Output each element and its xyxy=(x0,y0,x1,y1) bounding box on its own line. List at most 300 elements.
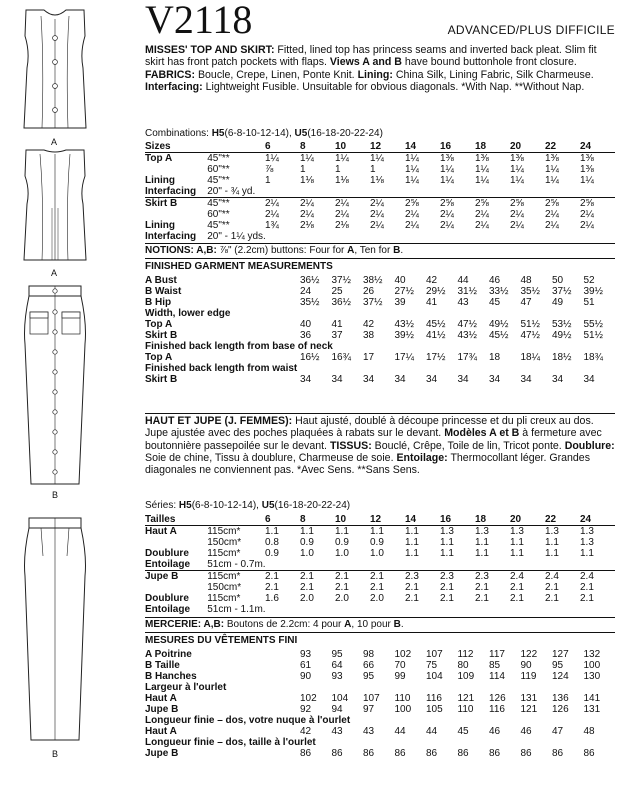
fabric-width: 51cm - 0.7m. xyxy=(207,559,266,570)
table-cell: 49½ xyxy=(552,330,572,341)
table-cell: 45 xyxy=(489,297,501,308)
desc-bold: HAUT ET JUPE (J. FEMMES): xyxy=(145,415,293,427)
table-cell: 1.1 xyxy=(509,548,524,559)
desc-bold: FABRICS: xyxy=(145,68,196,81)
table-cell: 2⅛ xyxy=(334,220,349,231)
table-cell: 34 xyxy=(426,374,438,385)
table-row xyxy=(145,341,615,352)
table-cell: 46 xyxy=(489,726,501,737)
table-cell: 18½ xyxy=(552,352,572,363)
table-cell: 95 xyxy=(552,660,564,671)
table-row xyxy=(145,693,615,704)
table-cell: 1.1 xyxy=(404,548,419,559)
table-cell: 124 xyxy=(552,671,569,682)
table-row xyxy=(145,704,615,715)
table-cell: 1⅜ xyxy=(440,153,475,165)
finished-title: FINISHED GARMENT MEASUREMENTS xyxy=(145,261,333,272)
table-cell: 100 xyxy=(394,704,412,715)
row-label: Interfacing xyxy=(145,186,197,197)
row-label: Skirt B xyxy=(145,330,178,341)
row-label: B Hip xyxy=(145,297,172,308)
table-cell: 48 xyxy=(520,275,532,286)
table-cell: 2.1 xyxy=(439,593,454,604)
divider xyxy=(145,632,615,633)
row-label: Largeur à l'ourlet xyxy=(145,682,227,693)
table-cell: 24 xyxy=(300,286,312,297)
table-cell: 2.1 xyxy=(439,582,454,593)
notions-text-3: . xyxy=(400,245,404,256)
fabric-width: 115cm* xyxy=(207,593,241,604)
row-label: Jupe B xyxy=(145,748,179,759)
table-cell: 1.6 xyxy=(264,593,279,604)
table-cell: 20 xyxy=(509,514,522,525)
table-cell: 6 xyxy=(264,514,271,525)
table-cell: 45½ xyxy=(489,330,509,341)
french-finished-title xyxy=(145,635,297,646)
english-finished-table xyxy=(145,275,615,385)
table-cell: 2⅛ xyxy=(299,220,314,231)
table-cell: 2¼ xyxy=(334,209,349,220)
english-yardage-table xyxy=(145,141,615,242)
table-cell: 12 xyxy=(369,141,382,152)
table-cell: 93 xyxy=(331,671,343,682)
table-cell: 1¼ xyxy=(439,175,454,186)
table-cell: 1¼ xyxy=(509,164,524,175)
desc-text: à fermeture avec boutonnière passepoilée sur le devant. xyxy=(145,427,602,452)
table-cell: 47½ xyxy=(520,330,540,341)
fabric-width: 20" - ¾ yd. xyxy=(207,186,256,197)
table-cell: 110 xyxy=(457,704,474,715)
table-cell: 2.1 xyxy=(335,571,370,583)
table-cell: 8 xyxy=(299,514,306,525)
table-cell: 0.9 xyxy=(299,537,314,548)
table-cell: 131 xyxy=(583,704,601,715)
series-h5-sizes: (6-8-10-12-14), xyxy=(191,500,262,511)
table-cell: 109 xyxy=(457,671,475,682)
table-cell: 18 xyxy=(489,352,501,363)
table-cell: 121 xyxy=(520,704,538,715)
table-cell: 47 xyxy=(520,297,532,308)
fabric-width: 115cm* xyxy=(207,571,265,583)
table-cell: 16¾ xyxy=(331,352,351,363)
table-cell: 1⅛ xyxy=(299,175,314,186)
desc-bold: Views A and B xyxy=(329,56,402,69)
table-cell: 22 xyxy=(544,514,557,525)
row-label: Skirt B xyxy=(145,198,207,210)
table-cell: 1.3 xyxy=(579,537,594,548)
fabric-width: 60"** xyxy=(207,209,230,220)
table-row xyxy=(145,209,615,220)
difficulty-level: ADVANCED/PLUS DIFFICILE xyxy=(447,23,615,37)
table-row xyxy=(145,671,615,682)
fabric-width: 150cm* xyxy=(207,582,242,593)
fabric-width: 51cm - 1.1m. xyxy=(207,604,266,615)
row-label xyxy=(145,582,207,593)
desc-text: Fitted, lined top has princess seams and inverted back pleat. Slim fit skirt has front patch pockets with flaps. xyxy=(145,44,597,69)
table-cell: 1.3 xyxy=(545,526,580,538)
desc-text: Bouclé, Crêpe, Toile de lin, Tricot ponte. xyxy=(371,439,565,452)
table-cell: 1.1 xyxy=(439,537,454,548)
table-cell: 43 xyxy=(331,726,343,737)
table-cell: 2¼ xyxy=(404,209,419,220)
skirt-b-back-sketch xyxy=(17,516,93,744)
table-cell: 42 xyxy=(426,275,438,286)
table-cell: 130 xyxy=(583,671,601,682)
table-row xyxy=(145,308,615,319)
row-label: Lining xyxy=(145,220,175,231)
table-cell: 0.9 xyxy=(369,537,384,548)
table-cell: 44 xyxy=(394,726,406,737)
english-notions xyxy=(145,245,403,256)
table-row xyxy=(145,604,615,615)
table-cell: 17¾ xyxy=(457,352,477,363)
table-cell: 2⅝ xyxy=(475,198,510,210)
table-cell: 0.9 xyxy=(264,548,279,559)
table-cell: 127 xyxy=(552,649,569,660)
table-cell: 1 xyxy=(264,175,271,186)
combinations-line xyxy=(145,128,383,139)
table-cell: 22 xyxy=(544,141,557,152)
table-cell: 14 xyxy=(404,141,417,152)
row-label: Haut A xyxy=(145,693,177,704)
table-cell: 2.4 xyxy=(510,571,545,583)
table-cell: 1⅛ xyxy=(334,175,349,186)
table-cell: 2.1 xyxy=(404,582,419,593)
table-cell: 10 xyxy=(334,141,347,152)
table-cell: 2¼ xyxy=(544,209,559,220)
row-label: Skirt B xyxy=(145,374,178,385)
table-row xyxy=(145,330,615,341)
table-cell: 1¼ xyxy=(544,164,559,175)
table-cell: 93 xyxy=(300,649,312,660)
table-cell: 1.1 xyxy=(335,526,370,538)
table-cell: 86 xyxy=(457,748,469,759)
table-row xyxy=(145,374,615,385)
table-row xyxy=(145,571,615,583)
table-cell: 2⅝ xyxy=(440,198,475,210)
table-cell: 2⅝ xyxy=(580,198,615,210)
table-row xyxy=(145,593,615,604)
table-cell: 40 xyxy=(300,319,312,330)
table-cell: 121 xyxy=(457,693,475,704)
table-cell: 1.1 xyxy=(300,526,335,538)
table-cell: 1.1 xyxy=(474,548,489,559)
table-cell: 43 xyxy=(363,726,375,737)
table-cell: 1 xyxy=(299,164,306,175)
row-label: Finished back length from waist xyxy=(145,363,298,374)
mercerie-view-a: A xyxy=(344,619,352,630)
series-prefix: Séries: xyxy=(145,500,179,511)
table-row xyxy=(145,141,615,153)
table-cell: 102 xyxy=(394,649,412,660)
combination-u5: U5 xyxy=(294,128,308,139)
table-cell: 12 xyxy=(369,514,382,525)
table-cell: 1.1 xyxy=(370,526,405,538)
table-cell: 42 xyxy=(363,319,375,330)
table-cell: 2.4 xyxy=(545,571,580,583)
table-cell: ⅞ xyxy=(264,164,274,175)
table-cell: 38 xyxy=(363,330,375,341)
table-cell: 86 xyxy=(300,748,312,759)
table-row xyxy=(145,737,615,748)
table-cell: 18 xyxy=(474,141,487,152)
table-row xyxy=(145,682,615,693)
fabric-width xyxy=(207,514,265,526)
table-cell: 14 xyxy=(404,514,417,525)
row-label: Jupe B xyxy=(145,571,207,583)
table-cell: 86 xyxy=(426,748,438,759)
table-cell: 24 xyxy=(579,514,592,525)
table-cell: 119 xyxy=(520,671,537,682)
view-label-a-back: A xyxy=(51,268,58,278)
table-cell: 2.1 xyxy=(264,582,279,593)
table-cell: 39 xyxy=(394,297,406,308)
table-cell: 17¼ xyxy=(394,352,414,363)
table-cell: 2.0 xyxy=(299,593,314,604)
table-cell: 1 xyxy=(334,164,341,175)
table-row xyxy=(145,748,615,759)
table-cell: 27½ xyxy=(394,286,414,297)
table-row xyxy=(145,352,615,363)
table-cell: 1.0 xyxy=(334,548,349,559)
table-cell: 2¼ xyxy=(300,198,335,210)
table-cell: 107 xyxy=(363,693,380,704)
skirt-b-front-sketch xyxy=(17,284,93,488)
series-u5: U5 xyxy=(261,500,275,511)
table-cell: 2.1 xyxy=(370,571,405,583)
table-cell: 1.3 xyxy=(440,526,475,538)
table-cell: 1.1 xyxy=(439,548,454,559)
combinations-prefix: Combinations: xyxy=(145,128,212,139)
table-cell: 1¼ xyxy=(404,175,419,186)
table-cell: 86 xyxy=(520,748,532,759)
fabric-width: 45"** xyxy=(207,198,265,210)
table-cell: 141 xyxy=(583,693,601,704)
divider xyxy=(145,243,615,244)
table-cell: 2.4 xyxy=(580,571,615,583)
desc-bold: Entoilage: xyxy=(396,451,448,464)
table-cell: 0.9 xyxy=(334,537,349,548)
notions-view-a: A xyxy=(347,245,355,256)
table-cell: 36½ xyxy=(331,297,351,308)
divider xyxy=(145,413,615,414)
table-cell: 43 xyxy=(457,297,469,308)
table-cell: 35½ xyxy=(520,286,540,297)
table-row xyxy=(145,363,615,374)
mercerie-label: MERCERIE: A,B: xyxy=(145,619,225,630)
table-row xyxy=(145,537,615,548)
english-description xyxy=(145,44,615,93)
table-cell: 61 xyxy=(300,660,312,671)
table-cell: 2¼ xyxy=(299,209,314,220)
table-cell: 2.3 xyxy=(440,571,475,583)
row-label: Longueur finie – dos, taille à l'ourlet xyxy=(145,737,316,748)
table-cell: 86 xyxy=(394,748,406,759)
table-cell: 16½ xyxy=(300,352,320,363)
table-cell: 1¼ xyxy=(404,164,419,175)
table-cell: 136 xyxy=(552,693,569,704)
table-cell: 34 xyxy=(331,374,343,385)
series-u5-sizes: (16-18-20-22-24) xyxy=(274,500,351,511)
table-cell: 2¼ xyxy=(579,220,594,231)
fabric-width: 115cm* xyxy=(207,548,241,559)
combination-h5: H5 xyxy=(211,128,225,139)
table-cell: 18 xyxy=(474,514,487,525)
row-label: Sizes xyxy=(145,141,171,152)
table-cell: 2.1 xyxy=(369,582,384,593)
notions-text: ⅞" (2.2cm) buttons: Four for xyxy=(216,245,348,256)
table-cell: 2.1 xyxy=(334,582,349,593)
table-cell: 2.1 xyxy=(544,593,559,604)
table-cell: 2.0 xyxy=(369,593,384,604)
fabric-width: 20" - 1¼ yds. xyxy=(207,231,266,242)
table-cell: 75 xyxy=(426,660,438,671)
table-cell: 16 xyxy=(439,141,452,152)
table-cell: 1¼ xyxy=(579,175,594,186)
table-cell: 35½ xyxy=(300,297,320,308)
table-cell: 2¼ xyxy=(544,220,559,231)
table-cell: 97 xyxy=(363,704,375,715)
table-cell: 2¼ xyxy=(439,209,454,220)
sketch-column xyxy=(0,0,138,788)
table-cell: 86 xyxy=(363,748,375,759)
table-cell: 116 xyxy=(489,704,505,715)
table-cell: 2.0 xyxy=(334,593,349,604)
table-cell: 1¼ xyxy=(439,164,454,175)
table-cell: 17½ xyxy=(426,352,446,363)
table-cell: 20 xyxy=(509,141,522,152)
table-cell: 1⅜ xyxy=(510,153,545,165)
table-cell: 34 xyxy=(457,374,469,385)
table-cell: 2¼ xyxy=(509,209,524,220)
table-cell: 117 xyxy=(489,649,505,660)
view-label-a: A xyxy=(51,137,58,147)
fabric-width: 45"** xyxy=(207,220,230,231)
table-cell: 34 xyxy=(583,374,595,385)
table-cell: 2.1 xyxy=(509,582,524,593)
table-cell: 51½ xyxy=(583,330,603,341)
table-row xyxy=(145,297,615,308)
row-label: Interfacing xyxy=(145,231,197,242)
table-cell: 102 xyxy=(300,693,317,704)
desc-text: Soie de chine, Tissu à doublure, Charmeuse de soie. xyxy=(145,451,397,464)
notions-label: NOTIONS: A,B: xyxy=(145,245,217,256)
fabric-width: 60"** xyxy=(207,164,230,175)
fabric-width: 45"** xyxy=(207,153,265,165)
row-label: Longueur finie – dos, votre nuque à l'ourlet xyxy=(145,715,351,726)
desc-text: China Silk, Lining Fabric, Silk Charmeuse. xyxy=(392,68,594,81)
table-cell: 51 xyxy=(583,297,595,308)
table-cell: 86 xyxy=(489,748,501,759)
table-cell: 45½ xyxy=(426,319,446,330)
row-label: Haut A xyxy=(145,526,207,538)
table-cell: 33½ xyxy=(489,286,509,297)
top-a-front-sketch xyxy=(14,8,96,132)
table-cell: 2.1 xyxy=(474,582,489,593)
french-finished-table xyxy=(145,649,615,759)
table-cell: 46 xyxy=(520,726,532,737)
series-line xyxy=(145,500,350,511)
table-cell: 105 xyxy=(426,704,443,715)
row-label: A Poitrine xyxy=(145,649,192,660)
table-row xyxy=(145,582,615,593)
table-cell: 47 xyxy=(552,726,564,737)
table-cell: 34 xyxy=(489,374,501,385)
row-label: Finished back length from base of neck xyxy=(145,341,333,352)
table-cell: 36½ xyxy=(300,275,320,286)
row-label: Top A xyxy=(145,319,173,330)
combination-h5-sizes: (6-8-10-12-14), xyxy=(224,128,295,139)
table-cell: 37 xyxy=(331,330,343,341)
table-cell: 1 xyxy=(369,164,376,175)
row-label: Entoilage xyxy=(145,559,191,570)
table-cell: 94 xyxy=(331,704,343,715)
table-cell: 2¼ xyxy=(439,220,454,231)
desc-bold: Lining: xyxy=(357,68,393,81)
table-cell: 1.0 xyxy=(299,548,314,559)
table-cell: 52 xyxy=(583,275,595,286)
table-cell: 34 xyxy=(300,374,312,385)
row-label: Width, lower edge xyxy=(145,308,231,319)
table-cell: 1.3 xyxy=(510,526,545,538)
table-cell: 1.3 xyxy=(580,526,615,538)
table-cell: 18¾ xyxy=(583,352,603,363)
table-cell: 2.3 xyxy=(475,571,510,583)
table-cell: 36 xyxy=(300,330,312,341)
table-cell: 1.1 xyxy=(474,537,489,548)
table-cell: 2¼ xyxy=(509,220,524,231)
table-row xyxy=(145,220,615,231)
table-cell: 1⅜ xyxy=(580,153,615,165)
desc-bold: MISSES' TOP AND SKIRT: xyxy=(145,44,275,56)
fabric-width xyxy=(207,141,265,153)
desc-bold: Doublure: xyxy=(564,439,615,452)
table-cell: 45 xyxy=(457,726,469,737)
table-cell: 48 xyxy=(583,726,595,737)
table-cell: 34 xyxy=(552,374,564,385)
table-cell: 114 xyxy=(489,671,505,682)
divider xyxy=(145,258,615,259)
table-cell: 126 xyxy=(552,704,569,715)
table-cell: 0.8 xyxy=(264,537,279,548)
table-cell: 1¾ xyxy=(264,220,279,231)
row-label: Doublure xyxy=(145,593,189,604)
table-cell: 24 xyxy=(579,141,592,152)
table-cell: 50 xyxy=(552,275,564,286)
row-label: Haut A xyxy=(145,726,177,737)
table-cell: 34 xyxy=(520,374,532,385)
combination-u5-sizes: (16-18-20-22-24) xyxy=(307,128,383,139)
table-cell: 86 xyxy=(583,748,595,759)
table-row xyxy=(145,649,615,660)
table-row xyxy=(145,559,615,571)
view-label-b-back: B xyxy=(52,749,59,759)
table-cell: 53½ xyxy=(552,319,572,330)
table-cell: 1¼ xyxy=(474,164,489,175)
row-label: A Bust xyxy=(145,275,177,286)
table-cell: 104 xyxy=(426,671,443,682)
table-cell: 29½ xyxy=(426,286,446,297)
table-cell: 1¼ xyxy=(265,153,300,165)
fabric-width: 45"** xyxy=(207,175,230,186)
table-cell: 1¼ xyxy=(335,153,370,165)
mercerie-text-3: . xyxy=(400,619,404,630)
row-label: Top A xyxy=(145,352,173,363)
table-cell: 37½ xyxy=(363,297,383,308)
english-finished-title xyxy=(145,261,333,272)
desc-text: Haut ajusté, doublé à découpe princesse et du pli creux au dos. Jupe ajustée avec des poches plaquées à rabats sur le devant. xyxy=(145,415,594,440)
table-row xyxy=(145,715,615,726)
